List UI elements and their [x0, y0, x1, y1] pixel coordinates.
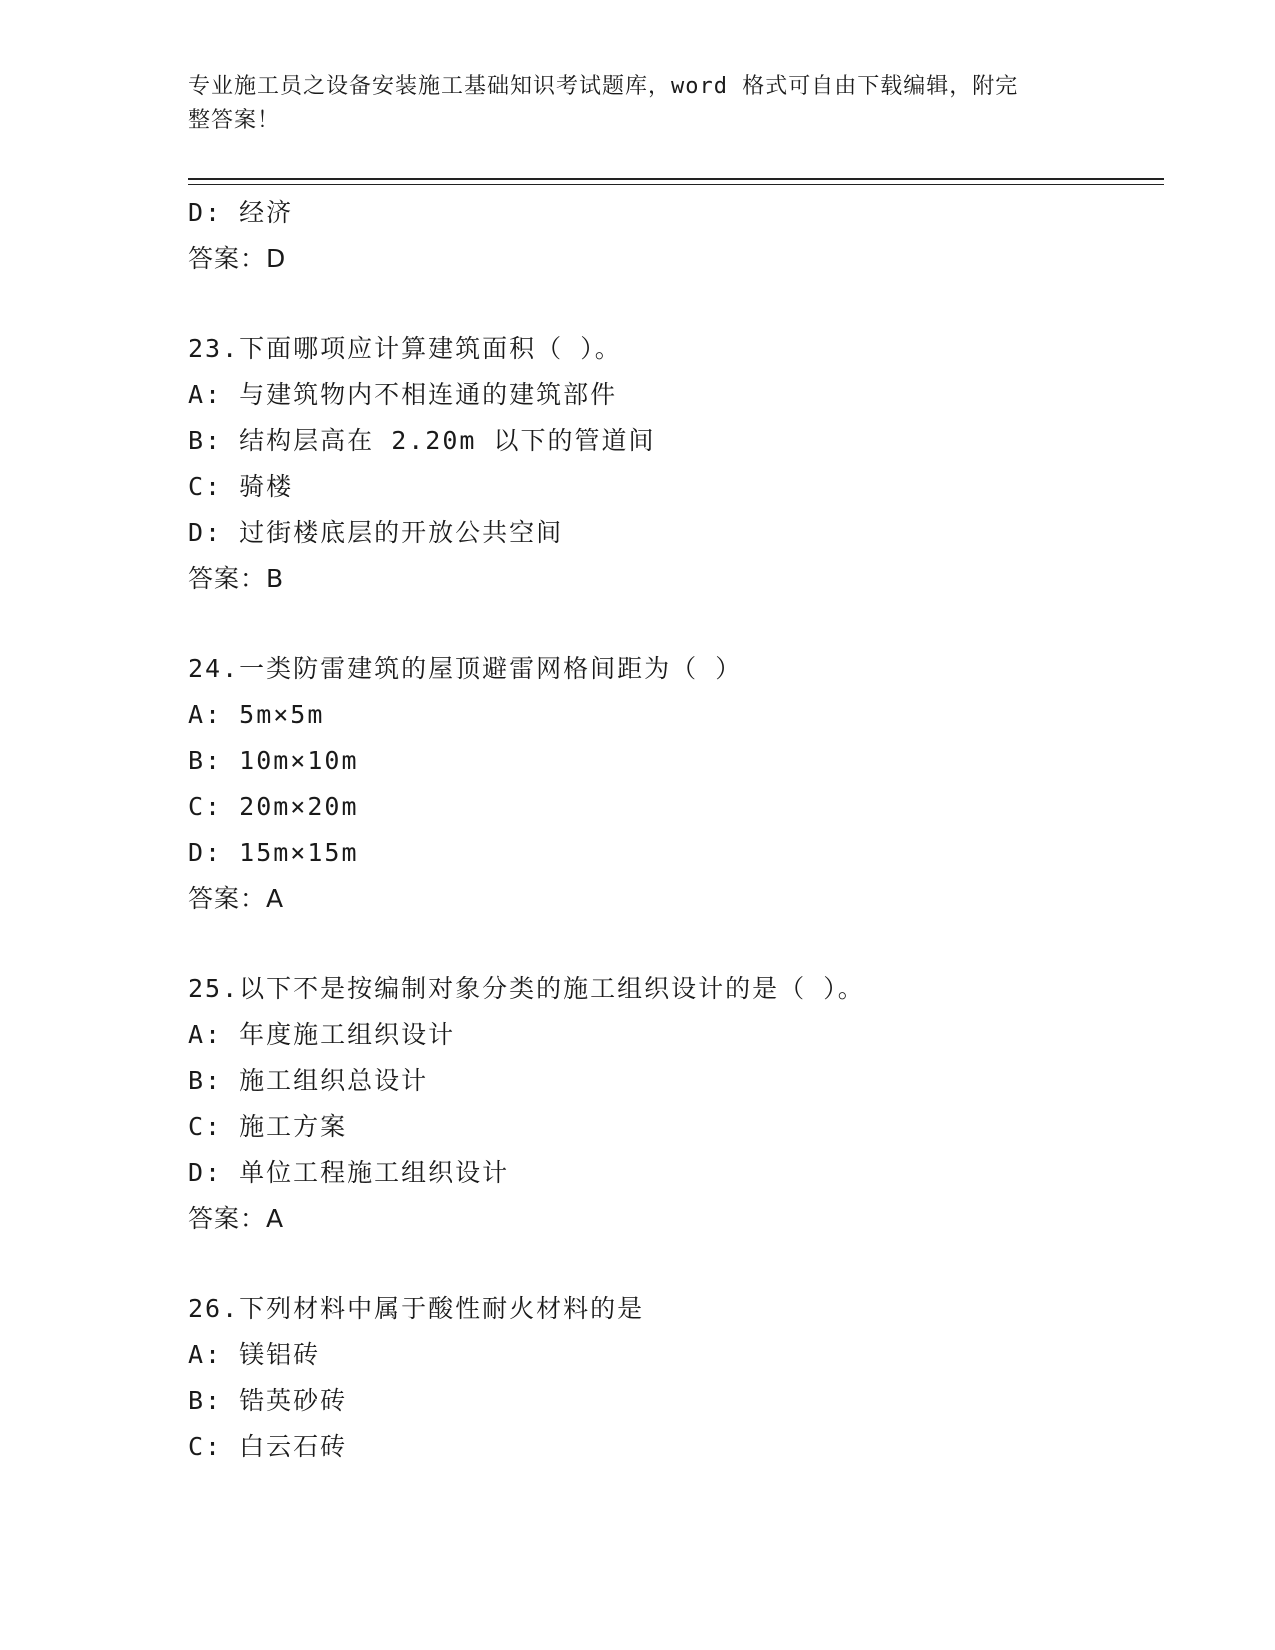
question-list	[188, 190, 1148, 1470]
spacer	[188, 922, 1148, 966]
option-c: C: 骑楼	[188, 472, 294, 501]
option-c: C: 白云石砖	[188, 1432, 348, 1461]
option-a: A: 年度施工组织设计	[188, 1020, 456, 1049]
question-25	[188, 966, 1148, 1242]
spacer	[188, 602, 1148, 646]
header-title-line-1: 专业施工员之设备安装施工基础知识考试题库，word 格式可自由下载编辑，附完	[188, 74, 1019, 99]
header-title-line-2: 整答案！	[188, 108, 281, 133]
question-stem: 25.以下不是按编制对象分类的施工组织设计的是（ ）。	[188, 974, 865, 1003]
document-header	[188, 70, 1068, 138]
option-b: B: 锆英砂砖	[188, 1386, 348, 1415]
spacer	[188, 1242, 1148, 1286]
option-a: A: 与建筑物内不相连通的建筑部件	[188, 380, 618, 409]
header-divider-thick	[188, 178, 1164, 180]
question-22-continued	[188, 190, 1148, 282]
answer-label: 答案：A	[188, 1204, 285, 1233]
option-b: B: 结构层高在 2.20m 以下的管道间	[188, 426, 656, 455]
option-b: B: 施工组织总设计	[188, 1066, 429, 1095]
spacer	[188, 282, 1148, 326]
option-d: D: 经济	[188, 198, 294, 227]
question-26	[188, 1286, 1148, 1470]
option-c: C: 20m×20m	[188, 792, 359, 821]
question-24	[188, 646, 1148, 922]
question-stem: 24.一类防雷建筑的屋顶避雷网格间距为（ ）	[188, 654, 743, 683]
option-c: C: 施工方案	[188, 1112, 348, 1141]
option-b: B: 10m×10m	[188, 746, 359, 775]
option-a: A: 镁铝砖	[188, 1340, 321, 1369]
option-a: A: 5m×5m	[188, 700, 325, 729]
header-divider-thin	[188, 184, 1164, 185]
question-stem: 26.下列材料中属于酸性耐火材料的是	[188, 1294, 645, 1323]
question-stem: 23.下面哪项应计算建筑面积（ ）。	[188, 334, 622, 363]
answer-label: 答案：A	[188, 884, 285, 913]
option-d: D: 单位工程施工组织设计	[188, 1158, 510, 1187]
question-23	[188, 326, 1148, 602]
option-d: D: 15m×15m	[188, 838, 359, 867]
answer-label: 答案：D	[188, 244, 287, 273]
answer-label: 答案：B	[188, 564, 285, 593]
option-d: D: 过街楼底层的开放公共空间	[188, 518, 564, 547]
